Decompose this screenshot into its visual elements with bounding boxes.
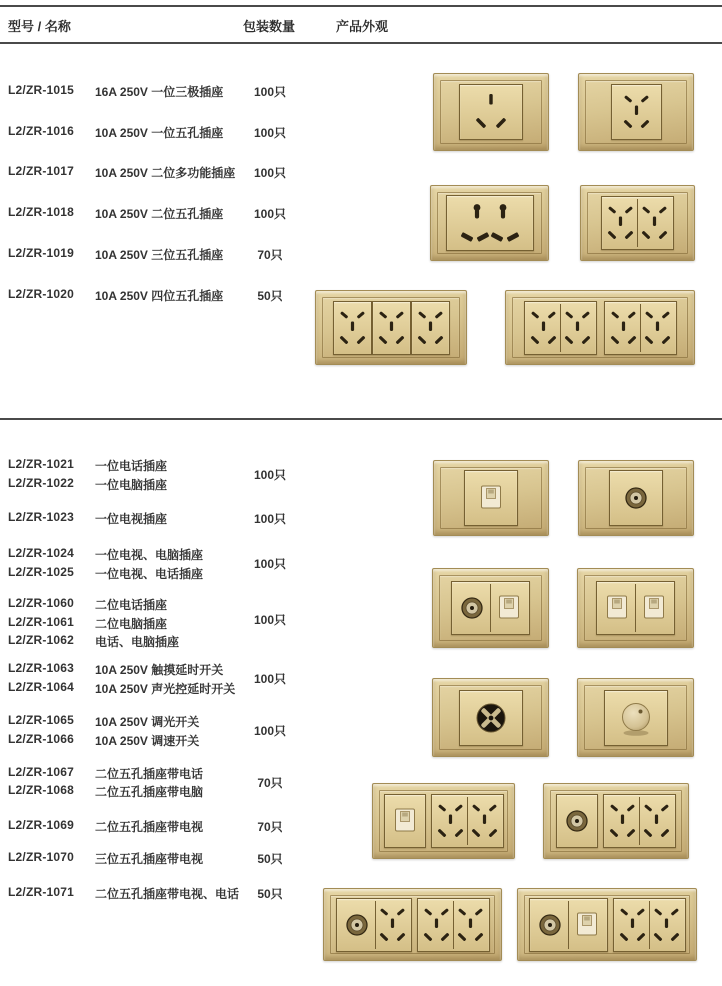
- product-desc: 10A 250V 触摸延时开关: [95, 663, 224, 677]
- model-code: L2/ZR-1016: [8, 124, 75, 138]
- product-desc: 二位五孔插座带电视、电话: [95, 887, 240, 901]
- column-header-model-name: 型号 / 名称: [8, 19, 71, 34]
- five-hole-module: [620, 88, 653, 136]
- model-code: L2/ZR-1018: [8, 205, 75, 219]
- pack-qty: 100只: [253, 126, 287, 140]
- socket-3x5hole-with-tv: [323, 888, 502, 961]
- module-group: [446, 195, 534, 251]
- socket-3gang-5hole: [315, 290, 467, 365]
- rj-module: [635, 584, 672, 632]
- pack-qty: 100只: [253, 512, 287, 526]
- rj-module: [387, 797, 423, 845]
- product-desc: 一位电脑插座: [95, 478, 168, 492]
- five-hole-module: [616, 901, 649, 949]
- pack-qty: 70只: [257, 776, 283, 790]
- module-group: [613, 898, 686, 952]
- product-desc: 10A 250V 一位五孔插座: [95, 126, 224, 140]
- model-code: L2/ZR-1063: [8, 661, 75, 675]
- tv-module: [532, 901, 568, 949]
- module-group: [451, 581, 530, 635]
- product-desc: 16A 250V 一位三极插座: [95, 85, 224, 99]
- socket-2x5hole-with-tv: [543, 783, 689, 859]
- model-code: L2/ZR-1070: [8, 850, 75, 864]
- touch-module: [468, 694, 514, 742]
- pack-qty: 100只: [253, 613, 287, 627]
- five-hole-module: [414, 304, 447, 352]
- model-code: L2/ZR-1061: [8, 615, 75, 629]
- module-group: [411, 301, 450, 355]
- tv-module: [559, 797, 595, 845]
- tv-module: [618, 474, 654, 522]
- pack-qty: 50只: [257, 289, 283, 303]
- module-group: [604, 690, 668, 746]
- dimmer-module: [613, 694, 659, 742]
- module-group: [459, 84, 523, 140]
- pack-qty: 100只: [253, 557, 287, 571]
- model-code: L2/ZR-1067: [8, 765, 75, 779]
- model-code: L2/ZR-1060: [8, 596, 75, 610]
- five-hole-module: [649, 901, 683, 949]
- pack-qty: 50只: [257, 852, 283, 866]
- tv-module: [339, 901, 375, 949]
- product-desc: 电话、电脑插座: [95, 635, 180, 649]
- product-desc: 二位五孔插座带电视: [95, 820, 204, 834]
- model-code: L2/ZR-1019: [8, 246, 75, 260]
- socket-1gang-tv: [578, 460, 694, 536]
- five-hole-module: [336, 304, 369, 352]
- five-hole-module: [467, 797, 501, 845]
- socket-2x5hole-with-phone: [372, 783, 515, 859]
- pack-qty: 100只: [253, 724, 287, 738]
- module-group: [611, 84, 662, 140]
- module-group: [372, 301, 411, 355]
- module-group: [603, 794, 676, 848]
- module-group: [459, 690, 523, 746]
- model-code: L2/ZR-1068: [8, 783, 75, 797]
- product-desc: 一位电视插座: [95, 512, 168, 526]
- model-code: L2/ZR-1071: [8, 885, 75, 899]
- socket-1gang-phone: [433, 460, 549, 536]
- pack-qty: 50只: [257, 887, 283, 901]
- product-desc: 一位电视、电脑插座: [95, 548, 204, 562]
- product-desc: 10A 250V 调光开关: [95, 715, 200, 729]
- five-hole-module: [560, 304, 594, 352]
- pack-qty: 100只: [253, 672, 287, 686]
- pack-qty: 100只: [253, 468, 287, 482]
- model-code: L2/ZR-1066: [8, 732, 75, 746]
- pack-qty: 100只: [253, 85, 287, 99]
- socket-2gang-phone-computer: [577, 568, 694, 648]
- product-desc: 二位电脑插座: [95, 617, 168, 631]
- product-desc: 10A 250V 调速开关: [95, 734, 200, 748]
- model-code: L2/ZR-1069: [8, 818, 75, 832]
- product-desc: 一位电话插座: [95, 459, 168, 473]
- product-desc: 二位五孔插座带电脑: [95, 785, 204, 799]
- module-group: [431, 794, 504, 848]
- five-hole-module: [434, 797, 467, 845]
- product-desc: 10A 250V 二位五孔插座: [95, 207, 224, 221]
- top-divider: [0, 5, 722, 7]
- five-hole-module: [420, 901, 453, 949]
- pack-qty: 70只: [257, 248, 283, 262]
- five-hole-module: [375, 901, 409, 949]
- product-desc: 三位五孔插座带电视: [95, 852, 204, 866]
- module-group: [604, 301, 677, 355]
- rj-module: [490, 584, 527, 632]
- socket-1gang-3pin: [433, 73, 549, 151]
- five-hole-module: [527, 304, 560, 352]
- five-hole-module: [639, 797, 673, 845]
- module-group: [556, 794, 598, 848]
- product-desc: 一位电视、电话插座: [95, 567, 204, 581]
- model-code: L2/ZR-1025: [8, 565, 75, 579]
- pack-qty: 100只: [253, 166, 287, 180]
- module-group: [384, 794, 426, 848]
- five-hole-module: [606, 797, 639, 845]
- product-desc: 10A 250V 四位五孔插座: [95, 289, 224, 303]
- switch-dimmer: [577, 678, 694, 757]
- socket-tv-computer: [432, 568, 549, 648]
- model-code: L2/ZR-1021: [8, 457, 75, 471]
- section-divider: [0, 418, 722, 420]
- five-hole-module: [640, 304, 674, 352]
- switch-touch-delay: [432, 678, 549, 757]
- column-header-qty: 包装数量: [243, 19, 296, 34]
- model-code: L2/ZR-1017: [8, 164, 75, 178]
- five-hole-module: [375, 304, 408, 352]
- five-hole-module: [604, 199, 637, 247]
- five-hole-module: [607, 304, 640, 352]
- model-code: L2/ZR-1022: [8, 476, 75, 490]
- column-header-appearance: 产品外观: [336, 19, 389, 34]
- model-code: L2/ZR-1064: [8, 680, 75, 694]
- five-hole-module: [453, 901, 487, 949]
- module-group: [333, 301, 372, 355]
- pack-qty: 100只: [253, 207, 287, 221]
- module-group: [336, 898, 412, 952]
- socket-2gang-5hole: [580, 185, 695, 261]
- tv-module: [454, 584, 490, 632]
- product-desc: 10A 250V 声光控延时开关: [95, 682, 236, 696]
- socket-4gang-5hole: [505, 290, 695, 365]
- five-hole-module: [637, 199, 671, 247]
- rj-module: [473, 474, 509, 522]
- product-desc: 10A 250V 三位五孔插座: [95, 248, 224, 262]
- module-group: [529, 898, 608, 952]
- module-group: [609, 470, 663, 526]
- module-group: [596, 581, 675, 635]
- pack-qty: 70只: [257, 820, 283, 834]
- module-group: [417, 898, 490, 952]
- rj-module: [599, 584, 635, 632]
- model-code: L2/ZR-1015: [8, 83, 75, 97]
- model-code: L2/ZR-1020: [8, 287, 75, 301]
- model-code: L2/ZR-1024: [8, 546, 75, 560]
- product-desc: 10A 250V 二位多功能插座: [95, 166, 236, 180]
- model-code: L2/ZR-1065: [8, 713, 75, 727]
- socket-1gang-5hole: [578, 73, 694, 151]
- product-desc: 二位五孔插座带电话: [95, 767, 204, 781]
- module-group: [601, 196, 674, 250]
- module-group: [524, 301, 597, 355]
- socket-2x5hole-with-tv-phone: [517, 888, 697, 961]
- model-code: L2/ZR-1023: [8, 510, 75, 524]
- model-code: L2/ZR-1062: [8, 633, 75, 647]
- header-divider: [0, 42, 722, 44]
- socket-2gang-multi: [430, 185, 549, 261]
- three-pin-module: [468, 88, 514, 136]
- rj-module: [568, 901, 605, 949]
- multi-module: [455, 199, 525, 247]
- product-desc: 二位电话插座: [95, 598, 168, 612]
- module-group: [464, 470, 518, 526]
